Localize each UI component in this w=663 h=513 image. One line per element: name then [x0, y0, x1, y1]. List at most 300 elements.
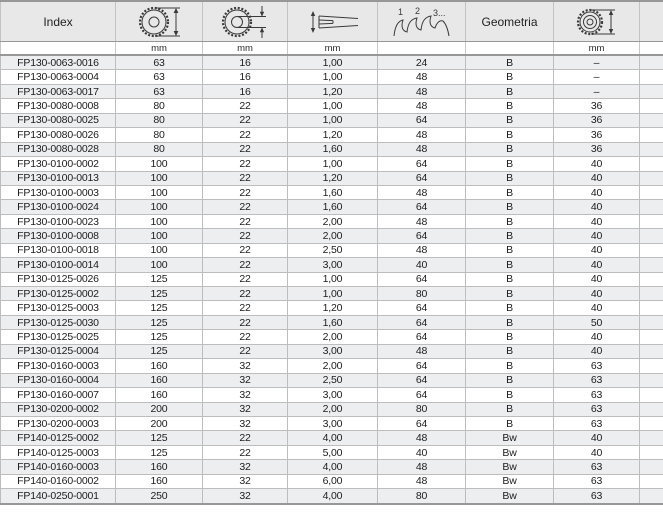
cell-thickness: 1,00: [288, 55, 378, 70]
table-row: [1, 84, 663, 98]
unit-cell-hub: mm: [554, 42, 640, 56]
cell-bore: 32: [203, 460, 288, 474]
cell-geometry: B: [466, 70, 554, 84]
cell-hub: 40: [554, 272, 640, 286]
cell-thickness: 1,00: [288, 99, 378, 113]
cell-geometry: B: [466, 388, 554, 402]
row-filler-cell: [640, 431, 663, 445]
cell-bore: 22: [203, 157, 288, 171]
column-header-bore: [203, 1, 288, 42]
cell-index: FP130-0063-0004: [1, 70, 116, 84]
cell-hub: 63: [554, 474, 640, 488]
cell-bore: 16: [203, 70, 288, 84]
row-filler-cell: [640, 373, 663, 387]
cell-diameter: 250: [116, 489, 203, 504]
table-row: [1, 99, 663, 113]
row-filler-cell: [640, 243, 663, 257]
cell-teeth: 48: [378, 185, 466, 199]
table-row: [1, 272, 663, 286]
cell-hub: –: [554, 84, 640, 98]
cell-index: FP130-0100-0008: [1, 229, 116, 243]
cell-index: FP130-0063-0017: [1, 84, 116, 98]
cell-bore: 32: [203, 416, 288, 430]
cell-thickness: 2,00: [288, 402, 378, 416]
unit-cell-bore: mm: [203, 42, 288, 56]
unit-cell-index: [1, 42, 116, 56]
cell-bore: 32: [203, 359, 288, 373]
cell-diameter: 63: [116, 55, 203, 70]
cell-geometry: B: [466, 229, 554, 243]
column-header-thickness: [288, 1, 378, 42]
row-filler-cell: [640, 474, 663, 488]
cell-index: FP130-0125-0025: [1, 330, 116, 344]
row-filler-cell: [640, 301, 663, 315]
cell-diameter: 160: [116, 388, 203, 402]
cell-diameter: 160: [116, 474, 203, 488]
cell-teeth: 24: [378, 55, 466, 70]
cell-hub: 63: [554, 373, 640, 387]
cell-teeth: 48: [378, 344, 466, 358]
cell-diameter: 100: [116, 258, 203, 272]
cell-geometry: B: [466, 214, 554, 228]
cell-teeth: 48: [378, 243, 466, 257]
cell-bore: 22: [203, 272, 288, 286]
cell-bore: 22: [203, 330, 288, 344]
table-row: [1, 70, 663, 84]
cell-teeth: 48: [378, 460, 466, 474]
cell-diameter: 160: [116, 373, 203, 387]
cell-index: FP130-0200-0002: [1, 402, 116, 416]
svg-text:1: 1: [397, 6, 403, 17]
row-filler-cell: [640, 330, 663, 344]
unit-cell-thickness: mm: [288, 42, 378, 56]
cell-teeth: 80: [378, 287, 466, 301]
cell-index: FP130-0160-0007: [1, 388, 116, 402]
cell-thickness: 5,00: [288, 445, 378, 459]
cell-bore: 22: [203, 185, 288, 199]
cell-thickness: 2,50: [288, 373, 378, 387]
cell-hub: 40: [554, 243, 640, 257]
cell-teeth: 48: [378, 84, 466, 98]
cell-index: FP130-0160-0004: [1, 373, 116, 387]
cell-geometry: B: [466, 315, 554, 329]
header-filler-cell: [640, 1, 663, 42]
cell-index: FP130-0080-0026: [1, 128, 116, 142]
cell-diameter: 100: [116, 200, 203, 214]
teeth-count-icon: [390, 4, 454, 40]
row-filler-cell: [640, 315, 663, 329]
table-row: [1, 489, 663, 504]
cell-thickness: 1,00: [288, 70, 378, 84]
column-header-teeth: [378, 1, 466, 42]
svg-text:3...: 3...: [432, 7, 446, 18]
cell-thickness: 3,00: [288, 258, 378, 272]
cell-diameter: 125: [116, 445, 203, 459]
cell-bore: 22: [203, 128, 288, 142]
column-header-index: [1, 1, 116, 42]
cell-index: FP140-0125-0003: [1, 445, 116, 459]
cell-geometry: Bw: [466, 460, 554, 474]
cell-index: FP130-0063-0016: [1, 55, 116, 70]
cell-hub: 50: [554, 315, 640, 329]
cell-thickness: 1,60: [288, 142, 378, 156]
header-icon-row: [1, 1, 663, 42]
row-filler-cell: [640, 460, 663, 474]
cell-hub: 40: [554, 258, 640, 272]
cell-geometry: Bw: [466, 431, 554, 445]
cell-thickness: 2,00: [288, 214, 378, 228]
table-row: [1, 200, 663, 214]
cell-geometry: B: [466, 99, 554, 113]
table-row: [1, 128, 663, 142]
cell-geometry: B: [466, 416, 554, 430]
index-header-label: Index: [43, 14, 73, 29]
cell-teeth: 80: [378, 489, 466, 504]
table-row: [1, 185, 663, 199]
cell-bore: 22: [203, 445, 288, 459]
row-filler-cell: [640, 489, 663, 504]
row-filler-cell: [640, 70, 663, 84]
cell-bore: 22: [203, 113, 288, 127]
cell-index: FP130-0100-0013: [1, 171, 116, 185]
cell-thickness: 1,20: [288, 128, 378, 142]
row-filler-cell: [640, 142, 663, 156]
bore-diameter-icon: [220, 3, 270, 41]
cell-thickness: 1,00: [288, 157, 378, 171]
cell-thickness: 1,20: [288, 301, 378, 315]
cell-index: FP130-0100-0023: [1, 214, 116, 228]
cell-diameter: 200: [116, 416, 203, 430]
table-row: [1, 229, 663, 243]
cell-index: FP140-0160-0003: [1, 460, 116, 474]
cell-bore: 16: [203, 84, 288, 98]
cell-diameter: 200: [116, 402, 203, 416]
cell-geometry: B: [466, 142, 554, 156]
cell-thickness: 1,60: [288, 185, 378, 199]
cell-diameter: 63: [116, 84, 203, 98]
cell-thickness: 1,20: [288, 84, 378, 98]
cell-thickness: 1,00: [288, 113, 378, 127]
cell-teeth: 64: [378, 229, 466, 243]
cell-geometry: Bw: [466, 445, 554, 459]
cell-hub: 63: [554, 460, 640, 474]
cell-bore: 32: [203, 373, 288, 387]
cell-thickness: 3,00: [288, 416, 378, 430]
cell-teeth: 48: [378, 431, 466, 445]
cell-diameter: 160: [116, 359, 203, 373]
unit-cell-geometry: [466, 42, 554, 56]
units-row: [1, 42, 663, 56]
cell-bore: 22: [203, 99, 288, 113]
cell-index: FP130-0125-0002: [1, 287, 116, 301]
cell-geometry: B: [466, 113, 554, 127]
cell-teeth: 48: [378, 214, 466, 228]
cell-geometry: B: [466, 359, 554, 373]
cell-bore: 32: [203, 402, 288, 416]
table-header: [1, 1, 663, 55]
cell-thickness: 4,00: [288, 489, 378, 504]
cell-teeth: 64: [378, 359, 466, 373]
cell-geometry: B: [466, 185, 554, 199]
row-filler-cell: [640, 128, 663, 142]
table-body: [1, 55, 663, 504]
cell-teeth: 64: [378, 315, 466, 329]
cell-hub: 40: [554, 229, 640, 243]
cell-teeth: 40: [378, 445, 466, 459]
cell-index: FP140-0125-0002: [1, 431, 116, 445]
cell-teeth: 64: [378, 388, 466, 402]
table-row: [1, 416, 663, 430]
table-row: [1, 287, 663, 301]
cell-thickness: 2,00: [288, 359, 378, 373]
cell-index: FP130-0100-0003: [1, 185, 116, 199]
cell-index: FP130-0080-0008: [1, 99, 116, 113]
cell-geometry: B: [466, 84, 554, 98]
svg-text:2: 2: [414, 5, 420, 16]
cell-diameter: 80: [116, 142, 203, 156]
cell-diameter: 125: [116, 287, 203, 301]
cell-teeth: 64: [378, 171, 466, 185]
row-filler-cell: [640, 99, 663, 113]
cell-thickness: 2,00: [288, 330, 378, 344]
cell-index: FP140-0250-0001: [1, 489, 116, 504]
cell-geometry: B: [466, 330, 554, 344]
table-row: [1, 171, 663, 185]
cell-teeth: 64: [378, 272, 466, 286]
cell-hub: 40: [554, 157, 640, 171]
cell-index: FP130-0100-0024: [1, 200, 116, 214]
cell-bore: 32: [203, 388, 288, 402]
cell-diameter: 125: [116, 330, 203, 344]
cell-teeth: 48: [378, 70, 466, 84]
row-filler-cell: [640, 157, 663, 171]
table-row: [1, 460, 663, 474]
row-filler-cell: [640, 402, 663, 416]
row-filler-cell: [640, 388, 663, 402]
cell-hub: –: [554, 55, 640, 70]
cell-teeth: 48: [378, 99, 466, 113]
row-filler-cell: [640, 287, 663, 301]
row-filler-cell: [640, 416, 663, 430]
cell-teeth: 64: [378, 113, 466, 127]
cell-bore: 22: [203, 315, 288, 329]
cell-geometry: B: [466, 344, 554, 358]
table-row: [1, 214, 663, 228]
cell-bore: 22: [203, 258, 288, 272]
cell-diameter: 125: [116, 315, 203, 329]
cell-teeth: 40: [378, 258, 466, 272]
cell-diameter: 63: [116, 70, 203, 84]
cell-teeth: 64: [378, 200, 466, 214]
cell-geometry: Bw: [466, 474, 554, 488]
table-row: [1, 113, 663, 127]
cell-bore: 22: [203, 229, 288, 243]
row-filler-cell: [640, 55, 663, 70]
table-row: [1, 474, 663, 488]
cell-geometry: Bw: [466, 489, 554, 504]
unit-cell-diameter: mm: [116, 42, 203, 56]
cell-diameter: 100: [116, 243, 203, 257]
cell-index: FP130-0125-0003: [1, 301, 116, 315]
cell-geometry: B: [466, 171, 554, 185]
cell-bore: 32: [203, 489, 288, 504]
cell-diameter: 125: [116, 431, 203, 445]
table-row: [1, 330, 663, 344]
cell-geometry: B: [466, 157, 554, 171]
row-filler-cell: [640, 214, 663, 228]
cell-hub: 40: [554, 330, 640, 344]
table-row: [1, 243, 663, 257]
cell-thickness: 4,00: [288, 431, 378, 445]
cell-hub: 63: [554, 402, 640, 416]
table-row: [1, 431, 663, 445]
row-filler-cell: [640, 229, 663, 243]
cell-thickness: 3,00: [288, 388, 378, 402]
cell-hub: 40: [554, 214, 640, 228]
cell-index: FP130-0100-0018: [1, 243, 116, 257]
cell-index: FP130-0100-0002: [1, 157, 116, 171]
unit-filler-cell: [640, 42, 663, 56]
cell-diameter: 160: [116, 460, 203, 474]
cell-hub: 36: [554, 99, 640, 113]
cell-hub: 40: [554, 301, 640, 315]
cell-teeth: 64: [378, 157, 466, 171]
table-row: [1, 142, 663, 156]
cell-hub: 36: [554, 128, 640, 142]
cell-geometry: B: [466, 287, 554, 301]
cell-diameter: 80: [116, 99, 203, 113]
cell-hub: 63: [554, 359, 640, 373]
cell-bore: 22: [203, 287, 288, 301]
cell-hub: 40: [554, 445, 640, 459]
cell-hub: 63: [554, 388, 640, 402]
table-row: [1, 445, 663, 459]
cell-geometry: B: [466, 55, 554, 70]
blade-diameter-icon: [134, 3, 184, 41]
table-row: [1, 315, 663, 329]
cell-geometry: B: [466, 200, 554, 214]
table-row: [1, 373, 663, 387]
unit-cell-teeth: [378, 42, 466, 56]
hub-diameter-icon: [574, 5, 620, 39]
cell-geometry: B: [466, 243, 554, 257]
cell-teeth: 48: [378, 128, 466, 142]
cell-teeth: 48: [378, 142, 466, 156]
cell-thickness: 1,00: [288, 272, 378, 286]
cell-geometry: B: [466, 402, 554, 416]
table-row: [1, 157, 663, 171]
cell-diameter: 100: [116, 171, 203, 185]
cell-diameter: 80: [116, 113, 203, 127]
cell-thickness: 2,50: [288, 243, 378, 257]
cell-index: FP130-0100-0014: [1, 258, 116, 272]
cell-hub: 40: [554, 200, 640, 214]
blade-thickness-icon: [305, 9, 361, 35]
cell-thickness: 6,00: [288, 474, 378, 488]
cell-hub: 36: [554, 113, 640, 127]
cell-index: FP140-0160-0002: [1, 474, 116, 488]
cell-index: FP130-0125-0030: [1, 315, 116, 329]
cell-hub: 40: [554, 185, 640, 199]
cell-diameter: 100: [116, 185, 203, 199]
cell-geometry: B: [466, 272, 554, 286]
cell-thickness: 3,00: [288, 344, 378, 358]
table-row: [1, 359, 663, 373]
column-header-hub: [554, 1, 640, 42]
cell-teeth: 64: [378, 330, 466, 344]
cell-thickness: 1,00: [288, 287, 378, 301]
row-filler-cell: [640, 113, 663, 127]
cell-hub: –: [554, 70, 640, 84]
column-header-geometry: [466, 1, 554, 42]
cell-index: FP130-0080-0028: [1, 142, 116, 156]
row-filler-cell: [640, 84, 663, 98]
table-row: [1, 402, 663, 416]
cell-thickness: 4,00: [288, 460, 378, 474]
cell-diameter: 100: [116, 214, 203, 228]
cell-hub: 40: [554, 431, 640, 445]
cell-teeth: 48: [378, 474, 466, 488]
cell-bore: 22: [203, 171, 288, 185]
row-filler-cell: [640, 200, 663, 214]
cell-thickness: 1,60: [288, 200, 378, 214]
cell-diameter: 125: [116, 301, 203, 315]
row-filler-cell: [640, 359, 663, 373]
cell-diameter: 125: [116, 272, 203, 286]
cell-teeth: 64: [378, 301, 466, 315]
table-row: [1, 258, 663, 272]
cell-bore: 22: [203, 344, 288, 358]
cell-bore: 22: [203, 243, 288, 257]
cell-index: FP130-0125-0026: [1, 272, 116, 286]
cell-thickness: 2,00: [288, 229, 378, 243]
cell-diameter: 80: [116, 128, 203, 142]
cell-geometry: B: [466, 301, 554, 315]
cell-bore: 22: [203, 431, 288, 445]
cell-bore: 16: [203, 55, 288, 70]
table-row: [1, 55, 663, 70]
cell-bore: 22: [203, 214, 288, 228]
cell-index: FP130-0160-0003: [1, 359, 116, 373]
row-filler-cell: [640, 185, 663, 199]
cell-hub: 36: [554, 142, 640, 156]
geometry-header-label: Geometria: [481, 14, 538, 29]
cell-thickness: 1,60: [288, 315, 378, 329]
cell-bore: 22: [203, 301, 288, 315]
cell-teeth: 64: [378, 416, 466, 430]
cell-thickness: 1,20: [288, 171, 378, 185]
row-filler-cell: [640, 258, 663, 272]
cell-geometry: B: [466, 373, 554, 387]
cell-geometry: B: [466, 258, 554, 272]
cell-index: FP130-0200-0003: [1, 416, 116, 430]
row-filler-cell: [640, 171, 663, 185]
cell-hub: 63: [554, 489, 640, 504]
cell-index: FP130-0125-0004: [1, 344, 116, 358]
cell-hub: 40: [554, 287, 640, 301]
cell-teeth: 80: [378, 402, 466, 416]
cell-teeth: 64: [378, 373, 466, 387]
cell-index: FP130-0080-0025: [1, 113, 116, 127]
table-row: [1, 301, 663, 315]
table-row: [1, 344, 663, 358]
row-filler-cell: [640, 272, 663, 286]
cell-diameter: 125: [116, 344, 203, 358]
row-filler-cell: [640, 344, 663, 358]
cell-bore: 22: [203, 200, 288, 214]
cell-bore: 22: [203, 142, 288, 156]
table-row: [1, 388, 663, 402]
